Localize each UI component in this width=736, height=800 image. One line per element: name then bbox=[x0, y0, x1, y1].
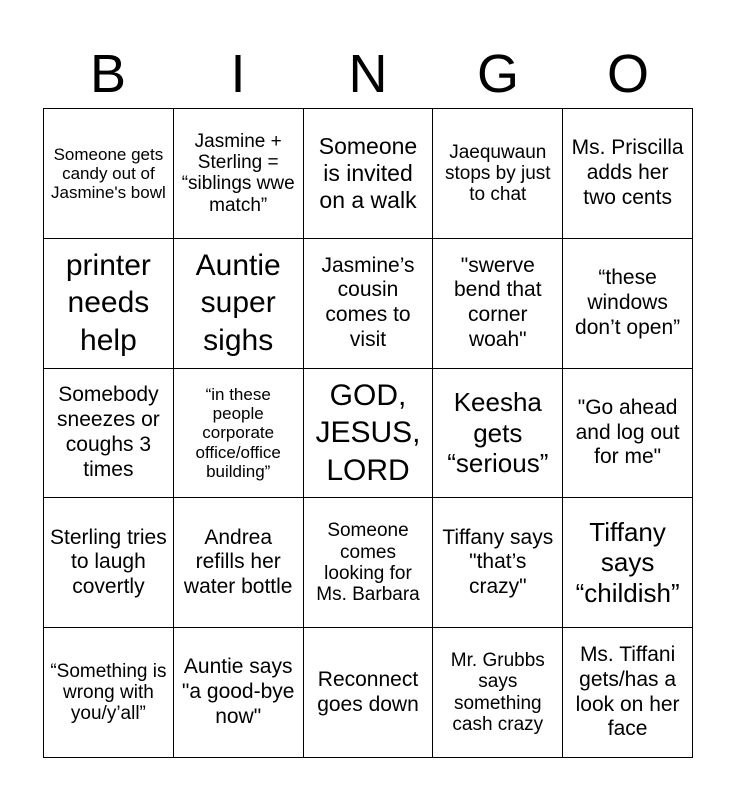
header-letter-i: I bbox=[230, 44, 246, 104]
header-letter-g: G bbox=[476, 44, 519, 104]
bingo-cell[interactable]: Tiffany says “childish” bbox=[563, 498, 693, 628]
header-letter-b: B bbox=[89, 44, 127, 104]
bingo-header bbox=[43, 40, 693, 108]
header-letter-o: O bbox=[606, 44, 649, 104]
bingo-cell[interactable]: Auntie says "a good-bye now" bbox=[174, 628, 304, 758]
bingo-cell[interactable]: Mr. Grubbs says something cash crazy bbox=[433, 628, 563, 758]
bingo-cell[interactable]: “Something is wrong with you/y’all” bbox=[44, 628, 174, 758]
header-letter-n: N bbox=[348, 44, 388, 104]
bingo-cell[interactable]: Ms. Priscilla adds her two cents bbox=[563, 109, 693, 239]
bingo-card-grid bbox=[43, 108, 693, 758]
bingo-cell[interactable]: Tiffany says "that’s crazy" bbox=[433, 498, 563, 628]
bingo-cell[interactable]: printer needs help bbox=[44, 239, 174, 369]
bingo-cell[interactable]: Ms. Tiffani gets/has a look on her face bbox=[563, 628, 693, 758]
bingo-cell[interactable]: Andrea refills her water bottle bbox=[174, 498, 304, 628]
bingo-cell[interactable]: Jasmine’s cousin comes to visit bbox=[304, 239, 434, 369]
bingo-cell[interactable]: Keesha gets “serious” bbox=[433, 369, 563, 499]
bingo-cell[interactable]: Jasmine + Sterling = “siblings wwe match” bbox=[174, 109, 304, 239]
bingo-cell[interactable]: Auntie super sighs bbox=[174, 239, 304, 369]
bingo-cell[interactable]: “in these people corporate office/office building” bbox=[174, 369, 304, 499]
bingo-cell[interactable]: Somebody sneezes or coughs 3 times bbox=[44, 369, 174, 499]
bingo-cell[interactable]: Someone is invited on a walk bbox=[304, 109, 434, 239]
bingo-cell[interactable]: Jaequwaun stops by just to chat bbox=[433, 109, 563, 239]
bingo-cell[interactable]: Someone comes looking for Ms. Barbara bbox=[304, 498, 434, 628]
bingo-cell[interactable]: Someone gets candy out of Jasmine's bowl bbox=[44, 109, 174, 239]
bingo-cell[interactable]: "swerve bend that corner woah" bbox=[433, 239, 563, 369]
bingo-cell[interactable]: Sterling tries to laugh covertly bbox=[44, 498, 174, 628]
bingo-cell[interactable]: "Go ahead and log out for me" bbox=[563, 369, 693, 499]
bingo-cell[interactable]: GOD, JESUS, LORD bbox=[304, 369, 434, 499]
bingo-cell[interactable]: “these windows don’t open” bbox=[563, 239, 693, 369]
bingo-cell[interactable]: Reconnect goes down bbox=[304, 628, 434, 758]
